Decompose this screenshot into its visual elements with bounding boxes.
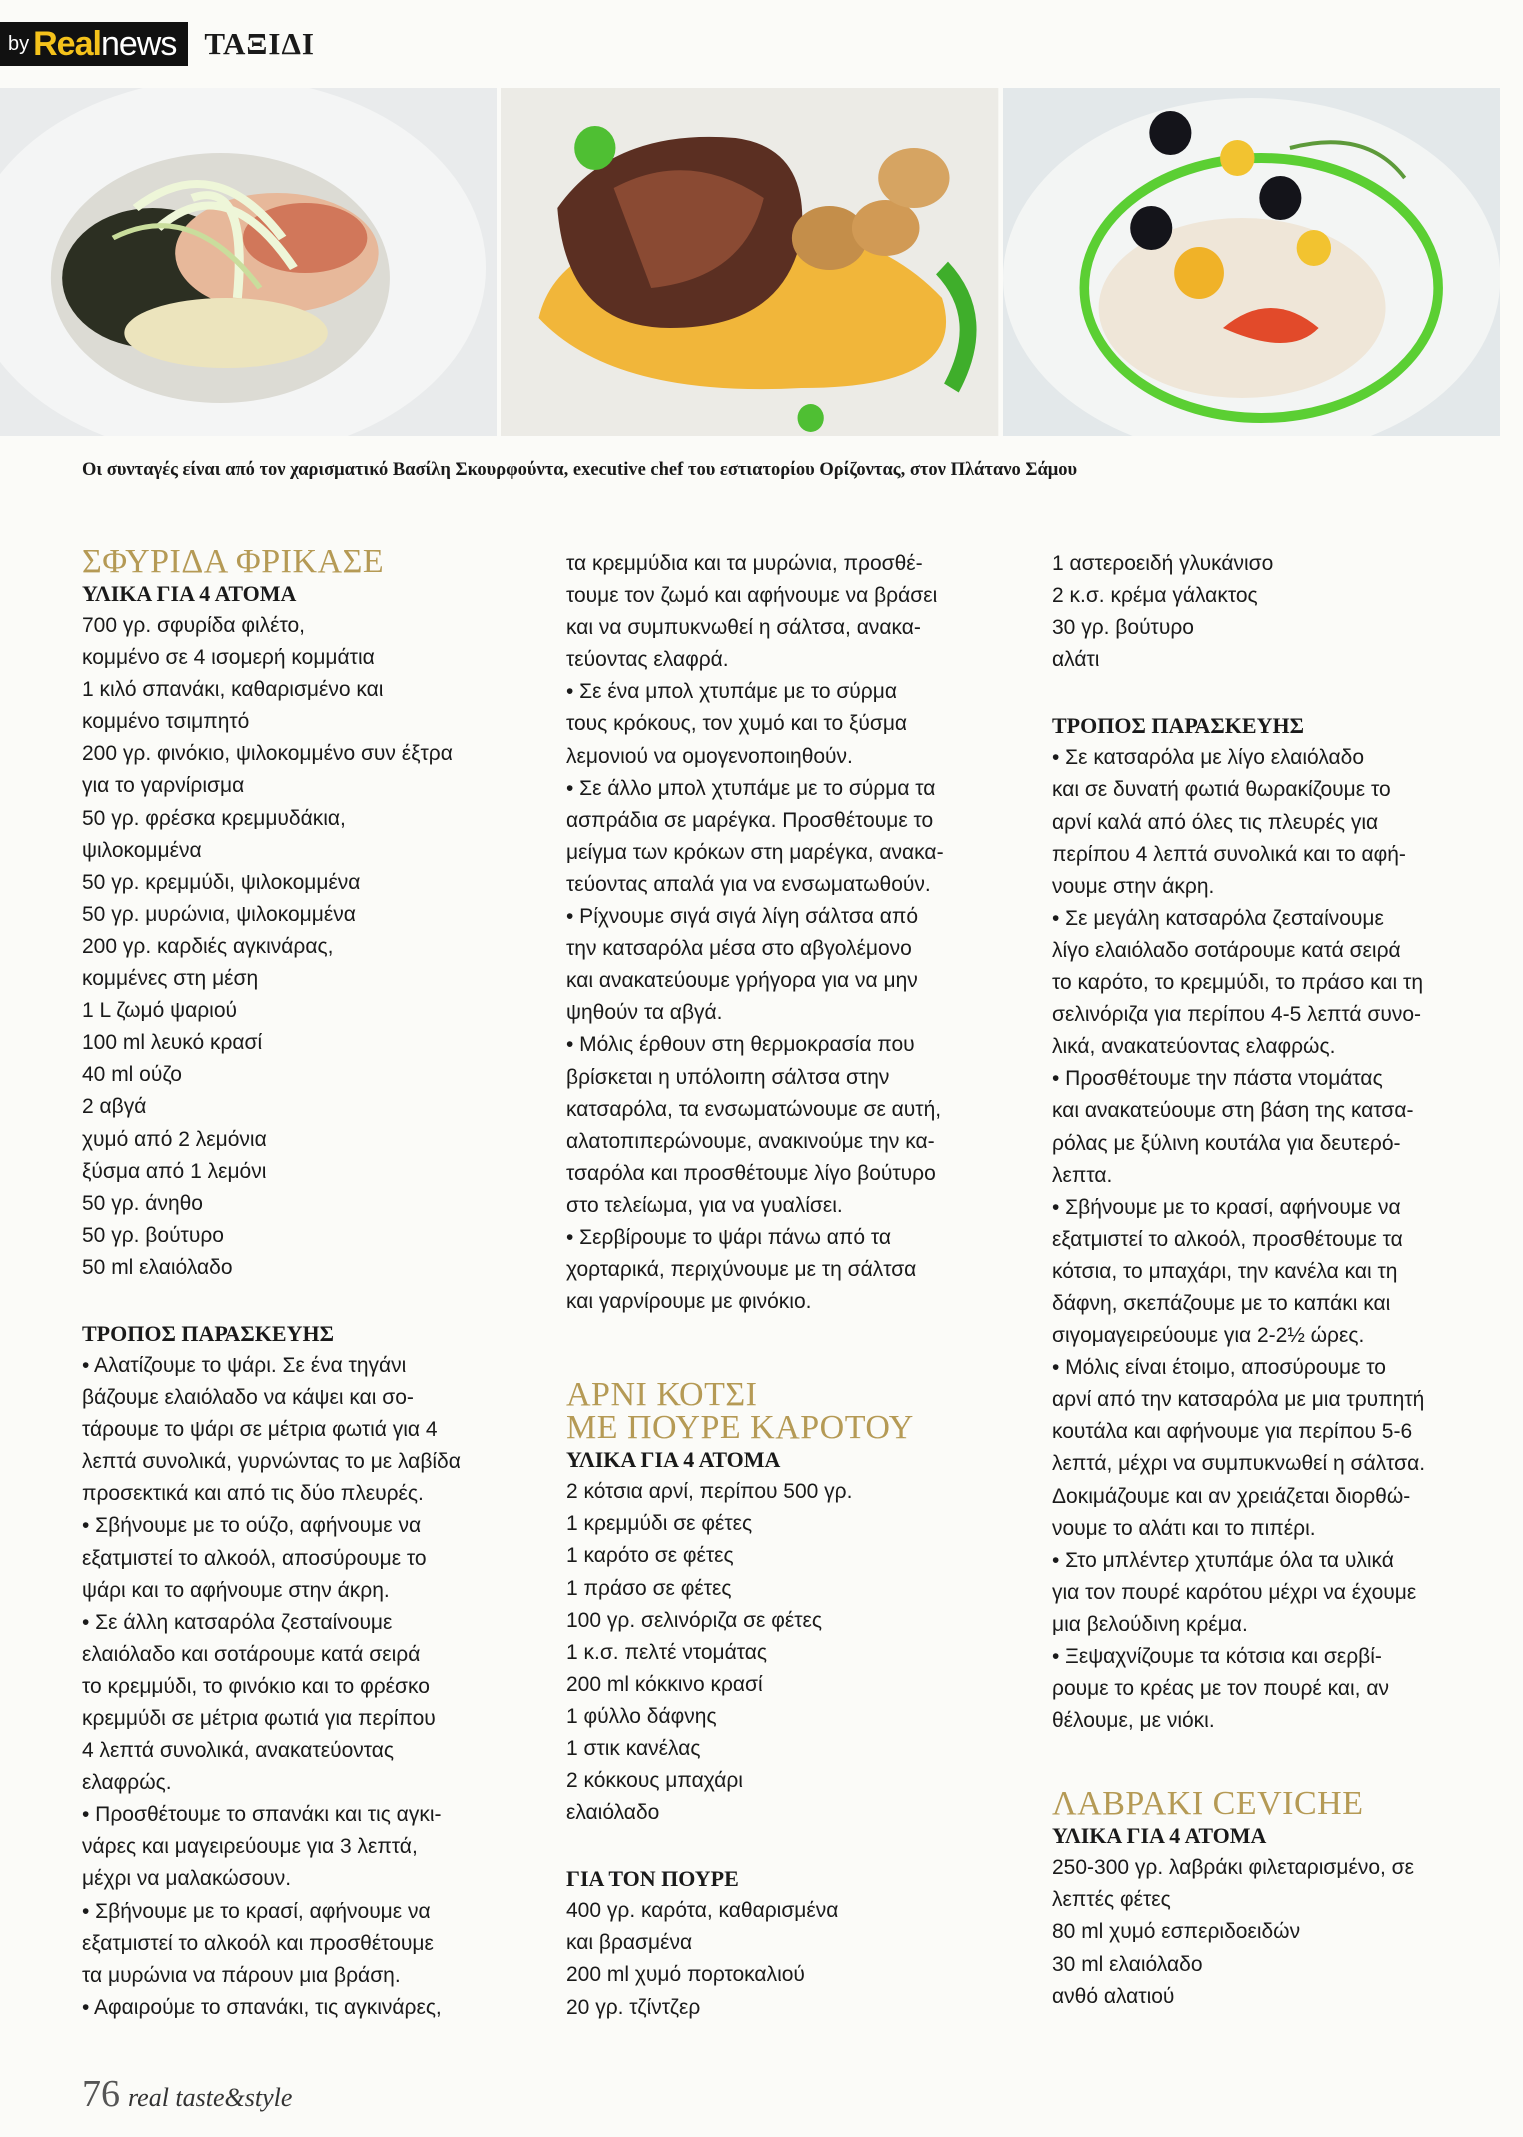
photo-caption: Οι συνταγές είναι από τον χαρισματικό Βασίλη Σκουρφούντα, executive chef του εστιατορίου Ορίζοντας, στον Πλάτανο Σάμου bbox=[82, 460, 1078, 480]
method-line: μια βελούδινη κρέμα. bbox=[1052, 1612, 1248, 1636]
ingredient-line: 50 γρ. φρέσκα κρεμμυδάκια, bbox=[82, 806, 346, 830]
ingredients-heading: ΥΛΙΚΑ ΓΙΑ 4 ΑΤΟΜΑ bbox=[1052, 1823, 1267, 1849]
method-line: τεύοντας ελαφρά. bbox=[566, 648, 729, 672]
ingredient-line: χυμό από 2 λεμόνια bbox=[82, 1127, 267, 1151]
ingredient-line: κομμένο τσιμπητό bbox=[82, 710, 250, 734]
method-line: • Στο μπλέντερ χτυπάμε όλα τα υλικά bbox=[1052, 1548, 1394, 1572]
ingredient-line: 40 ml ούζο bbox=[82, 1063, 182, 1087]
logo-by: by bbox=[8, 32, 30, 55]
column-1 bbox=[82, 545, 522, 2024]
method-line: • Αλατίζουμε το ψάρι. Σε ένα τηγάνι bbox=[82, 1353, 407, 1377]
method-line: ψηθούν τα αβγά. bbox=[566, 1001, 723, 1025]
method-continued bbox=[566, 548, 1016, 1318]
recipe-title: ΑΡΝΙ ΚΟΤΣΙ bbox=[566, 1376, 758, 1414]
magazine-name: real taste&style bbox=[128, 2083, 293, 2112]
food-photo-strip bbox=[0, 88, 1500, 436]
method-line: λεπτά, μέχρι να συμπυκνωθεί η σάλτσα. bbox=[1052, 1452, 1426, 1476]
ingredient-line: 100 ml λευκό κρασί bbox=[82, 1031, 263, 1055]
method-line: • Σερβίρουμε το ψάρι πάνω από τα bbox=[566, 1225, 892, 1249]
photo-lamb-carrot-puree bbox=[501, 88, 998, 436]
method-line: ασπράδια σε μαρέγκα. Προσθέτουμε το bbox=[566, 808, 934, 832]
method-line: • Μόλις έρθουν στη θερμοκρασία που bbox=[566, 1033, 915, 1057]
ingredient-line: 100 γρ. σελινόριζα σε φέτες bbox=[566, 1608, 823, 1632]
method-line: • Προσθέτουμε την πάστα ντομάτας bbox=[1052, 1067, 1383, 1091]
method-line: εξατμιστεί το αλκοόλ, αποσύρουμε το bbox=[82, 1546, 427, 1570]
method-line: • Προσθέτουμε το σπανάκι και τις αγκι- bbox=[82, 1803, 442, 1827]
method-list bbox=[82, 1350, 522, 2024]
method-line: • Σε μεγάλη κατσαρόλα ζεσταίνουμε bbox=[1052, 906, 1384, 930]
ingredient-line: αλάτι bbox=[1052, 648, 1100, 672]
method-line: αρνί από την κατσαρόλα με μια τρυπητή bbox=[1052, 1388, 1425, 1412]
method-line: βρίσκεται η υπόλοιπη σάλτσα στην bbox=[566, 1065, 890, 1089]
ingredient-line: 1 κρεμμύδι σε φέτες bbox=[566, 1512, 753, 1536]
puree-list bbox=[566, 1895, 1016, 2023]
ingredient-line: 1 πράσο σε φέτες bbox=[566, 1576, 732, 1600]
method-line: σιγομαγειρεύουμε για 2-2½ ώρες. bbox=[1052, 1324, 1365, 1348]
ingredient-line: 1 κιλό σπανάκι, καθαρισμένο και bbox=[82, 678, 384, 702]
method-line: νουμε το αλάτι και το πιπέρι. bbox=[1052, 1516, 1316, 1540]
ingredients-heading: ΥΛΙΚΑ ΓΙΑ 4 ΑΤΟΜΑ bbox=[566, 1447, 781, 1473]
ingredient-line: 1 L ζωμό ψαριού bbox=[82, 999, 237, 1023]
method-line: το κρεμμύδι, το φινόκιο και το φρέσκο bbox=[82, 1674, 430, 1698]
ingredient-line: 50 γρ. μυρώνια, ψιλοκομμένα bbox=[82, 902, 356, 926]
ingredient-list bbox=[1052, 1852, 1492, 2012]
ingredient-line: 30 ml ελαιόλαδο bbox=[1052, 1952, 1203, 1976]
method-line: δάφνη, σκεπάζουμε με το καπάκι και bbox=[1052, 1291, 1391, 1315]
ingredient-line: 2 κ.σ. κρέμα γάλακτος bbox=[1052, 584, 1258, 608]
ingredient-line: 50 γρ. κρεμμύδι, ψιλοκομμένα bbox=[82, 870, 361, 894]
ingredient-line: 2 κόκκους μπαχάρι bbox=[566, 1769, 743, 1793]
method-line: • Σβήνουμε με το ούζο, αφήνουμε να bbox=[82, 1514, 422, 1538]
method-line: μέχρι να μαλακώσουν. bbox=[82, 1867, 292, 1891]
recipe-title: ΣΦΥΡΙΔΑ ΦΡΙΚΑΣΕ bbox=[82, 543, 385, 580]
method-line: κότσια, το μπαχάρι, την κανέλα και τη bbox=[1052, 1259, 1398, 1283]
method-line: κρεμμύδι σε μέτρια φωτιά για περίπου bbox=[82, 1707, 436, 1730]
method-line: • Σβήνουμε με το κρασί, αφήνουμε να bbox=[1052, 1195, 1401, 1219]
method-line: την κατσαρόλα μέσα στο αβγολέμονο bbox=[566, 937, 912, 961]
ingredient-line: 1 στικ κανέλας bbox=[566, 1737, 701, 1760]
ingredient-line: και βρασμένα bbox=[566, 1931, 693, 1955]
ingredient-line: 2 κότσια αρνί, περίπου 500 γρ. bbox=[566, 1480, 853, 1504]
page-number: 76 bbox=[82, 2073, 120, 2115]
method-line: • Μόλις είναι έτοιμο, αποσύρουμε το bbox=[1052, 1356, 1386, 1380]
logo-news: news bbox=[100, 24, 177, 63]
method-line: λεπτα. bbox=[1052, 1163, 1113, 1187]
method-line: λεπτά συνολικά, γυρνώντας το με λαβίδα bbox=[82, 1450, 461, 1474]
method-line: εξατμιστεί το αλκοόλ και προσθέτουμε bbox=[82, 1931, 434, 1955]
method-line: ψάρι και το αφήνουμε στην άκρη. bbox=[82, 1578, 390, 1602]
ingredient-line: 200 γρ. φινόκιο, ψιλοκομμένο συν έξτρα bbox=[82, 742, 453, 766]
ingredient-line: 1 κ.σ. πελτέ ντομάτας bbox=[566, 1640, 767, 1664]
ingredients-heading: ΥΛΙΚΑ ΓΙΑ 4 ΑΤΟΜΑ bbox=[82, 581, 297, 606]
column-2 bbox=[566, 548, 1016, 2024]
method-line: τα κρεμμύδια και τα μυρώνια, προσθέ- bbox=[566, 552, 923, 575]
ingredient-line: 200 ml χυμό πορτοκαλιού bbox=[566, 1963, 805, 1987]
method-heading: ΤΡΟΠΟΣ ΠΑΡΑΣΚΕΥΗΣ bbox=[82, 1320, 334, 1346]
method-line: ρόλας με ξύλινη κουτάλα για δευτερό- bbox=[1052, 1131, 1401, 1155]
ingredient-line: 200 γρ. καρδιές αγκινάρας, bbox=[82, 934, 334, 958]
ingredient-list bbox=[82, 610, 522, 1284]
method-line: τουμε τον ζωμό και αφήνουμε να βράσει bbox=[566, 584, 938, 608]
method-line: τάρουμε το ψάρι σε μέτρια φωτιά για 4 bbox=[82, 1418, 438, 1442]
ingredient-line: 50 γρ. άνηθο bbox=[82, 1191, 203, 1215]
page-footer bbox=[82, 2072, 292, 2116]
method-line: και γαρνίρουμε με φινόκιο. bbox=[566, 1290, 812, 1314]
method-line: νάρες και μαγειρεύουμε για 3 λεπτά, bbox=[82, 1835, 418, 1859]
method-line: • Ρίχνουμε σιγά σιγά λίγη σάλτσα από bbox=[566, 905, 919, 929]
method-line: Δοκιμάζουμε και αν χρειάζεται διορθώ- bbox=[1052, 1484, 1411, 1508]
method-line: • Σβήνουμε με το κρασί, αφήνουμε να bbox=[82, 1899, 431, 1923]
method-heading: ΤΡΟΠΟΣ ΠΑΡΑΣΚΕΥΗΣ bbox=[1052, 713, 1304, 739]
puree-heading: ΓΙΑ ΤΟΝ ΠΟΥΡΕ bbox=[566, 1866, 739, 1892]
ingredient-line: 30 γρ. βούτυρο bbox=[1052, 616, 1194, 640]
method-line: νουμε στην άκρη. bbox=[1052, 874, 1215, 898]
ingredient-line: για το γαρνίρισμα bbox=[82, 774, 245, 798]
method-line: λίγο ελαιόλαδο σοτάρουμε κατά σειρά bbox=[1052, 938, 1401, 962]
method-line: και ανακατεύουμε στη βάση της κατσα- bbox=[1052, 1099, 1414, 1123]
ingredient-line: ανθό αλατιού bbox=[1052, 1984, 1175, 2008]
recipe-title-line2: ΜΕ ΠΟΥΡΕ ΚΑΡΟΤΟΥ bbox=[566, 1409, 914, 1447]
ingredient-line: 20 γρ. τζίντζερ bbox=[566, 1995, 701, 2019]
method-line: • Σε άλλο μπολ χτυπάμε με το σύρμα τα bbox=[566, 776, 936, 800]
method-line: αλατοπιπερώνουμε, ανακινούμε την κα- bbox=[566, 1129, 935, 1153]
method-line: και ανακατεύουμε γρήγορα για να μην bbox=[566, 969, 918, 993]
ingredient-line: 200 ml κόκκινο κρασί bbox=[566, 1672, 763, 1696]
method-line: • Σε άλλη κατσαρόλα ζεσταίνουμε bbox=[82, 1610, 393, 1634]
header-bar bbox=[0, 22, 315, 66]
column-3 bbox=[1052, 548, 1492, 2013]
method-line: τα μυρώνια να πάρουν μια βράση. bbox=[82, 1963, 401, 1987]
realnews-logo bbox=[0, 22, 188, 66]
method-line: και σε δυνατή φωτιά θωρακίζουμε το bbox=[1052, 778, 1391, 802]
method-line: • Αφαιρούμε το σπανάκι, τις αγκινάρες, bbox=[82, 1995, 442, 2019]
method-line: σελινόριζα για περίπου 4-5 λεπτά συνο- bbox=[1052, 1003, 1422, 1027]
ingredient-line: ψιλοκομμένα bbox=[82, 838, 202, 862]
method-line: προσεκτικά και από τις δύο πλευρές. bbox=[82, 1482, 424, 1506]
method-line: κουτάλα και αφήνουμε για περίπου 5-6 bbox=[1052, 1420, 1413, 1444]
photo-sea-bass-ceviche bbox=[1003, 88, 1500, 436]
method-line: • Ξεψαχνίζουμε τα κότσια και σερβί- bbox=[1052, 1645, 1382, 1668]
method-line: βάζουμε ελαιόλαδο να κάψει και σο- bbox=[82, 1386, 414, 1410]
method-line: κατσαρόλα, τα ενσωματώνουμε σε αυτή, bbox=[566, 1097, 942, 1121]
method-line: για τον πουρέ καρότου μέχρι να έχουμε bbox=[1052, 1580, 1417, 1604]
method-line: μείγμα των κρόκων στη μαρέγκα, ανακα- bbox=[566, 840, 944, 864]
method-line: λεμονιού να ομογενοποιηθούν. bbox=[566, 744, 853, 768]
ingredient-line: 2 αβγά bbox=[82, 1095, 147, 1119]
ingredient-line: κομμένες στη μέση bbox=[82, 967, 259, 991]
method-line: θέλουμε, με νιόκι. bbox=[1052, 1709, 1215, 1733]
method-line: τεύοντας απαλά για να ενσωματωθούν. bbox=[566, 872, 931, 896]
method-line: χορταρικά, περιχύνουμε με τη σάλτσα bbox=[566, 1258, 917, 1282]
ingredient-line: 50 ml ελαιόλαδο bbox=[82, 1255, 233, 1279]
ingredient-line: 50 γρ. βούτυρο bbox=[82, 1223, 224, 1247]
method-line: τους κρόκους, τον χυμό και το ξύσμα bbox=[566, 712, 908, 736]
ingredient-line: λεπτές φέτες bbox=[1052, 1888, 1171, 1912]
method-line: ελαιόλαδο και σοτάρουμε κατά σειρά bbox=[82, 1642, 421, 1666]
method-line: το καρότο, το κρεμμύδι, το πράσο και τη bbox=[1052, 971, 1424, 995]
ingredient-line: 1 αστεροειδή γλυκάνισο bbox=[1052, 552, 1274, 575]
method-line: λικά, ανακατεύοντας ελαφρώς. bbox=[1052, 1035, 1336, 1059]
puree-list-continued bbox=[1052, 548, 1492, 676]
ingredient-line: κομμένο σε 4 ισομερή κομμάτια bbox=[82, 646, 375, 670]
ingredient-line: ελαιόλαδο bbox=[566, 1801, 660, 1825]
section-label: ΤΑΞΙΔΙ bbox=[204, 26, 315, 61]
method-list bbox=[1052, 742, 1492, 1737]
ingredient-line: 700 γρ. σφυρίδα φιλέτο, bbox=[82, 614, 305, 637]
ingredient-line: 80 ml χυμό εσπεριδοειδών bbox=[1052, 1920, 1301, 1944]
method-line: περίπου 4 λεπτά συνολικά και το αφή- bbox=[1052, 842, 1406, 866]
method-line: αρνί καλά από όλες τις πλευρές για bbox=[1052, 810, 1379, 834]
ingredient-line: ξύσμα από 1 λεμόνι bbox=[82, 1159, 267, 1183]
method-line: ελαφρώς. bbox=[82, 1771, 172, 1795]
ingredient-line: 1 φύλλο δάφνης bbox=[566, 1704, 717, 1728]
method-line: 4 λεπτά συνολικά, ανακατεύοντας bbox=[82, 1739, 395, 1763]
recipe-title: ΛΑΒΡΑΚΙ CEVICHE bbox=[1052, 1785, 1364, 1823]
method-line: ρουμε το κρέας με τον πουρέ και, αν bbox=[1052, 1677, 1389, 1701]
ingredient-line: 1 καρότο σε φέτες bbox=[566, 1544, 734, 1568]
method-line: εξατμιστεί το αλκοόλ, προσθέτουμε τα bbox=[1052, 1227, 1403, 1251]
method-line: στο τελείωμα, για να γυαλίσει. bbox=[566, 1193, 843, 1217]
logo-real: Real bbox=[33, 24, 101, 63]
method-line: τσαρόλα και προσθέτουμε λίγο βούτυρο bbox=[566, 1161, 936, 1185]
method-line: και να συμπυκνωθεί η σάλτσα, ανακα- bbox=[566, 616, 921, 640]
method-line: • Σε ένα μπολ χτυπάμε με το σύρμα bbox=[566, 680, 897, 704]
method-line: • Σε κατσαρόλα με λίγο ελαιόλαδο bbox=[1052, 746, 1365, 770]
ingredient-line: 400 γρ. καρότα, καθαρισμένα bbox=[566, 1899, 839, 1923]
ingredient-list bbox=[566, 1476, 1016, 1829]
ingredient-line: 250-300 γρ. λαβράκι φιλεταρισμένο, σε bbox=[1052, 1856, 1414, 1880]
photo-fish-fricassee bbox=[0, 88, 497, 436]
